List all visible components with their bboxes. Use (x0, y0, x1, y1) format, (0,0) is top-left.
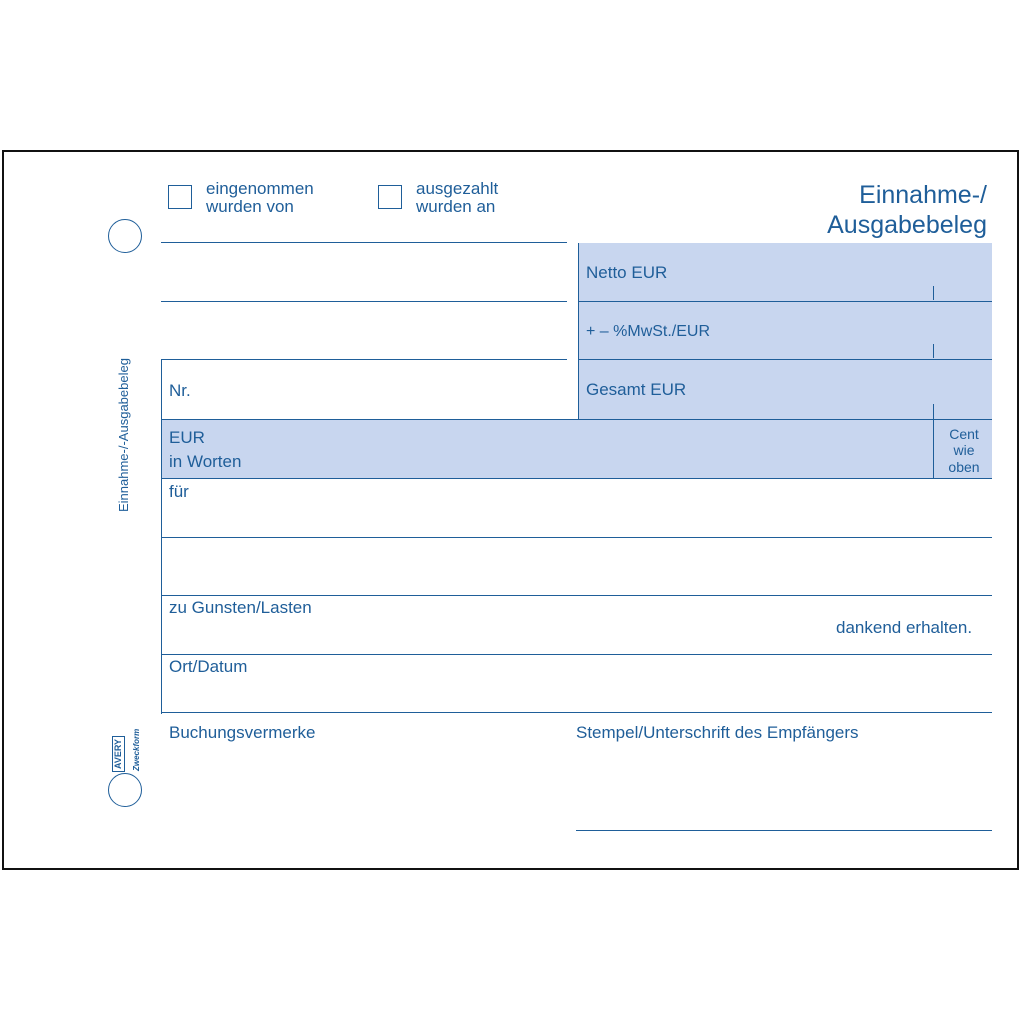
fuer-line-2[interactable] (161, 595, 992, 596)
logo-sub: Zweckform (132, 728, 141, 771)
signature-line[interactable] (576, 830, 992, 831)
name-line-1[interactable] (161, 301, 567, 302)
form-title-2: Ausgabebeleg (827, 211, 987, 239)
punch-hole-top (108, 219, 142, 253)
eur-words-band (161, 419, 992, 478)
checkbox-paid[interactable] (378, 185, 402, 209)
gunsten-label: zu Gunsten/Lasten (169, 598, 312, 617)
stempel-label: Stempel/Unterschrift des Empfängers (576, 723, 859, 742)
cent-label-3: oben (948, 459, 980, 475)
cent-label-1: Cent (949, 426, 979, 442)
eur-words-label-1: EUR (169, 428, 205, 447)
name-line-2[interactable] (161, 359, 567, 360)
dankend-label: dankend erhalten. (836, 618, 973, 637)
receipt-form (2, 150, 1019, 870)
netto-label: Netto EUR (586, 263, 668, 282)
nr-label: Nr. (169, 381, 191, 400)
logo-brand: AVERY (112, 736, 125, 772)
ort-datum-line[interactable] (161, 712, 992, 713)
cent-label-2: wie (953, 442, 975, 458)
gesamt-label: Gesamt EUR (586, 380, 687, 399)
checkbox-received-label-1: eingenommen (206, 179, 314, 198)
buchung-label: Buchungsvermerke (169, 723, 316, 742)
form-title-1: Einnahme-/ (859, 181, 987, 209)
checkbox-paid-label-1: ausgezahlt (416, 179, 499, 198)
fuer-line-1[interactable] (161, 537, 992, 538)
side-label: Einnahme-/-Ausgabebeleg (116, 358, 131, 512)
mwst-label: + – %MwSt./EUR (586, 323, 711, 340)
ort-datum-label: Ort/Datum (169, 657, 248, 676)
checkbox-paid-label-2: wurden an (416, 197, 496, 216)
fuer-label: für (169, 482, 189, 501)
avery-zweckform-logo (108, 712, 141, 772)
checkbox-received-label-2: wurden von (206, 197, 294, 216)
punch-hole-bottom (108, 773, 142, 807)
eur-words-label-2: in Worten (169, 452, 242, 471)
checkbox-received[interactable] (168, 185, 192, 209)
